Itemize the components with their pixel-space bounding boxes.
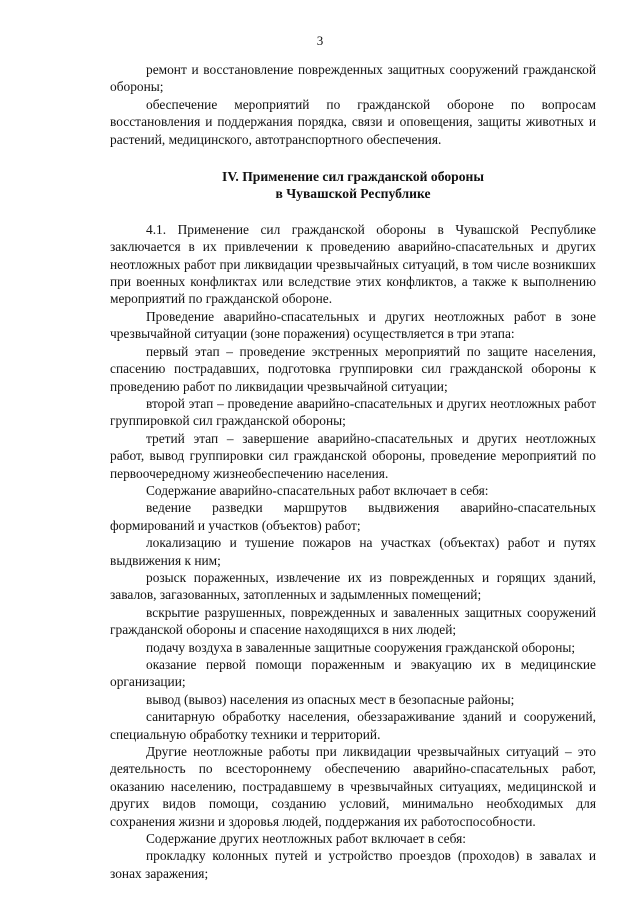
section-heading-line-2: в Чувашской Республике <box>275 186 431 202</box>
paragraph: Содержание аварийно-спасательных работ включает в себя: <box>146 482 489 498</box>
paragraph: второй этап – проведение аварийно-спасательных и других неотложных работ группировкой сил гражданской обороны; <box>110 395 596 429</box>
paragraph: ведение разведки маршрутов выдвижения аварийно-спасательных формирований и участков (объектов) работ; <box>110 500 596 533</box>
paragraph: Содержание других неотложных работ включает в себя: <box>146 831 466 847</box>
paragraph: первый этап – проведение экстренных мероприятий по защите населения, спасению пострадавших, подготовка группировки сил гражданской обороны к проведению работ по ликвидации чрезвычайной ситуации; <box>110 343 596 394</box>
paragraph: Проведение аварийно-спасательных и других неотложных работ в зоне чрезвычайной ситуации (зоне поражения) осуществляется в три этапа: <box>110 308 596 342</box>
paragraph: подачу воздуха в заваленные защитные сооружения гражданской обороны; <box>146 639 576 655</box>
paragraph: 4.1. Применение сил гражданской обороны в Чувашской Республике заключается в их привлечении к проведению аварийно-спасательных и других неотложных работ при ликвидации чрезвычайных ситуаций, в том числе возникших при военных конфликтах или вследствие этих конфликтов, а также к выполнению мероприятий по гражданской обороне. <box>110 221 596 307</box>
paragraph: вывод (вывоз) населения из опасных мест в безопасные районы; <box>146 691 515 707</box>
paragraph: ремонт и восстановление поврежденных защитных сооружений гражданской обороны; <box>110 62 596 95</box>
section-heading <box>110 168 596 203</box>
paragraph: Другие неотложные работы при ликвидации чрезвычайных ситуаций – это деятельность по всестороннему обеспечению аварийно-спасательных работ, оказанию населению, пострадавшему в чрезвычайных ситуациях, медицинской и других видов помощи, созданию условий, минимально необходимых для сохранения жизни и здоровья людей, поддержания их работоспособности. <box>110 744 596 829</box>
document-body <box>110 61 596 882</box>
paragraph: прокладку колонных путей и устройство проездов (проходов) в завалах и зонах заражения; <box>110 848 596 881</box>
section-heading-line-1: IV. Применение сил гражданской обороны <box>222 169 484 185</box>
paragraph: обеспечение мероприятий по гражданской обороне по вопросам восстановления и поддержания порядка, связи и оповещения, защиты животных и растений, медицинского, автотранспортного обеспечения. <box>110 96 596 147</box>
paragraph: вскрытие разрушенных, поврежденных и заваленных защитных сооружений гражданской обороны и спасение находящихся в них людей; <box>110 604 596 638</box>
paragraph: третий этап – завершение аварийно-спасательных и других неотложных работ, вывод группировки сил гражданской обороны, проведение мероприятий по первоочередному жизнеобеспечению населения. <box>110 430 596 481</box>
page-number: 3 <box>316 33 324 48</box>
paragraph: санитарную обработку населения, обеззараживание зданий и сооружений, специальную обработку техники и территорий. <box>110 709 596 742</box>
paragraph: розыск пораженных, извлечение их из поврежденных и горящих зданий, завалов, загазованных, затопленных и задымленных помещений; <box>110 569 596 603</box>
paragraph: оказание первой помощи пораженным и эвакуацию их в медицинские организации; <box>110 657 596 690</box>
paragraph: локализацию и тушение пожаров на участках (объектах) работ и путях выдвижения к ним; <box>110 535 596 568</box>
